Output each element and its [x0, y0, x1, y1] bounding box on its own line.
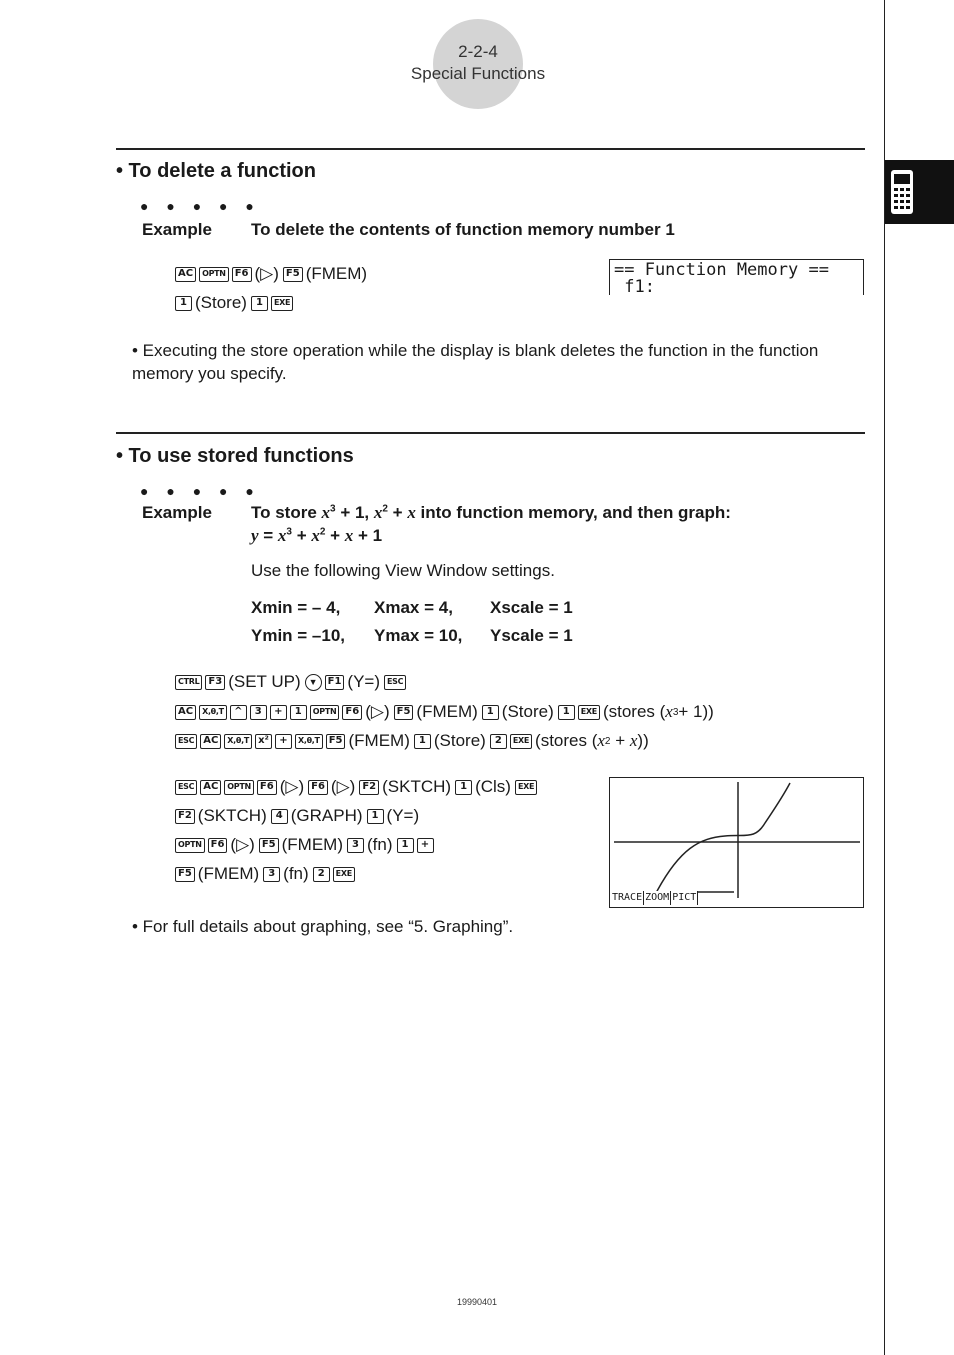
note: • Executing the store operation while the display is blank deletes the function in the function memory you specify. [132, 341, 819, 383]
key-label: (▷) [279, 777, 305, 796]
menu-pict: PICT [672, 892, 697, 903]
example-dots: ● ● ● ● ● [140, 198, 261, 214]
key-f6: F6 [208, 838, 228, 853]
key-ac: AC [175, 267, 196, 282]
key-ac: AC [200, 780, 221, 795]
key-esc: ESC [175, 734, 197, 749]
key-ac: AC [175, 705, 196, 720]
settings-row [251, 598, 573, 618]
key-plus: + [270, 705, 287, 720]
key-optn: OPTN [175, 838, 205, 853]
key-sequence-line [175, 835, 437, 855]
key-exe: EXE [515, 780, 537, 795]
function-menu [611, 891, 698, 905]
key-1: 1 [175, 296, 192, 311]
key-optn: OPTN [199, 267, 229, 282]
key-plus: + [275, 734, 292, 749]
key-sequence-line [175, 293, 296, 313]
key-label: (FMEM) [197, 864, 260, 883]
screen-line: f1: [614, 277, 655, 297]
key-f5: F5 [259, 838, 279, 853]
example-dots: ● ● ● ● ● [140, 483, 261, 499]
key-xthetat: X,θ,T [199, 705, 227, 720]
settings-intro: Use the following View Window settings. [251, 561, 555, 580]
key-label: (fn) [283, 864, 309, 883]
key-x-squared: x² [255, 734, 272, 749]
key-label: (fn) [367, 835, 393, 854]
key-optn: OPTN [310, 705, 340, 720]
key-label: (Store) [433, 731, 486, 750]
equation: $y = x^3 + x^2 + x + 1$ [251, 526, 383, 545]
key-1: 1 [251, 296, 268, 311]
key-1: 1 [414, 734, 431, 749]
section-rule [116, 148, 865, 150]
key-f6: F6 [232, 267, 252, 282]
key-label: (SET UP) [228, 672, 301, 691]
key-label: (stores ( [535, 731, 598, 750]
key-esc: ESC [384, 675, 406, 690]
key-ac: AC [200, 734, 221, 749]
key-label: (FMEM) [305, 264, 368, 283]
setting: Xmin = – 4, [251, 598, 341, 617]
key-label: (Store) [195, 293, 247, 312]
key-label: (FMEM) [348, 731, 410, 750]
key-optn: OPTN [224, 780, 254, 795]
key-label: (▷) [230, 835, 255, 854]
key-esc: ESC [175, 780, 197, 795]
key-f6: F6 [308, 780, 328, 795]
note: • For full details about graphing, see “5. Graphing”. [132, 917, 514, 936]
key-4: 4 [271, 809, 288, 824]
key-xthetat: X,θ,T [295, 734, 323, 749]
key-1: 1 [455, 780, 472, 795]
key-f1: F1 [325, 675, 345, 690]
graph-plot [610, 778, 862, 906]
menu-trace: TRACE [612, 892, 643, 903]
key-f5: F5 [175, 867, 195, 882]
key-f6: F6 [342, 705, 362, 720]
calculator-screen [609, 259, 864, 295]
key-sequence-line [175, 777, 540, 797]
key-label: (SKTCH) [382, 777, 452, 796]
key-f6: F6 [257, 780, 277, 795]
key-label: + 1)) [678, 702, 714, 721]
key-3: 3 [263, 867, 280, 882]
key-label: (SKTCH) [197, 806, 267, 825]
key-1: 1 [482, 705, 499, 720]
header-section: Special Functions [410, 64, 546, 83]
screen-line: == Function Memory == [614, 260, 829, 280]
key-label: )) [637, 731, 649, 750]
key-label: (Store) [501, 702, 554, 721]
setting: Ymin = –10, [251, 626, 346, 645]
key-1: 1 [290, 705, 307, 720]
key-exe: EXE [578, 705, 600, 720]
key-sequence-line [175, 864, 358, 884]
settings-row [251, 626, 573, 646]
key-label: (▷) [365, 702, 390, 721]
key-plus: + [417, 838, 434, 853]
key-label: (FMEM) [281, 835, 343, 854]
key-label: (Y=) [386, 806, 420, 825]
key-label: (▷) [254, 264, 279, 283]
key-f5: F5 [326, 734, 346, 749]
setting: Ymax = 10, [374, 626, 463, 645]
key-2: 2 [490, 734, 507, 749]
key-sequence-line [175, 806, 423, 826]
key-f3: F3 [205, 675, 225, 690]
key-f5: F5 [394, 705, 414, 720]
key-exe: EXE [333, 867, 355, 882]
key-sequence-line [175, 264, 371, 284]
example-label: Example [142, 503, 212, 522]
curve [656, 783, 790, 893]
key-1: 1 [397, 838, 414, 853]
key-sequence-line: ESC AC X,θ,T x² + X,θ,T F5 (FMEM) 1 (Store) 2 EXE (stores ( x 2 + x )) [175, 731, 649, 751]
key-1: 1 [367, 809, 384, 824]
page-number: 2-2-4 [458, 42, 498, 61]
section-title: • To use stored functions [116, 445, 354, 467]
key-f2: F2 [175, 809, 195, 824]
key-2: 2 [313, 867, 330, 882]
key-exe: EXE [510, 734, 532, 749]
key-exe: EXE [271, 296, 293, 311]
setting: Yscale = 1 [490, 626, 573, 645]
setting: Xmax = 4, [374, 598, 453, 617]
key-label: (stores ( [602, 702, 666, 721]
chapter-tab [885, 160, 954, 224]
key-caret: ^ [230, 705, 247, 720]
example-label: Example [142, 220, 212, 239]
key-label: (FMEM) [416, 702, 478, 721]
key-1: 1 [558, 705, 575, 720]
example-text-a: To store [251, 503, 322, 522]
graph-screen [609, 777, 864, 908]
key-3: 3 [347, 838, 364, 853]
example-text: To delete the contents of function memory number 1 [251, 220, 675, 239]
key-sequence-line [175, 672, 409, 692]
key-sequence-line: AC X,θ,T ^ 3 + 1 OPTN F6 (▷) F5 (FMEM) 1 (Store) 1 EXE (stores ( x 3 + 1)) [175, 702, 714, 722]
key-f2: F2 [359, 780, 379, 795]
key-xthetat: X,θ,T [224, 734, 252, 749]
key-ctrl: CTRL [175, 675, 202, 690]
key-label: (Cls) [475, 777, 511, 796]
key-label: (GRAPH) [290, 806, 363, 825]
calculator-icon [885, 160, 954, 224]
section-rule [116, 432, 865, 434]
down-arrow-icon: ▼ [305, 674, 322, 691]
example-text-b: into function memory, and then graph: [415, 503, 731, 522]
footer-code: 19990401 [456, 1297, 498, 1307]
key-f5: F5 [283, 267, 303, 282]
example-text: To store $x^3 + 1$, $x^2 + x$ into function memory, and then graph: [251, 503, 731, 522]
setting: Xscale = 1 [490, 598, 573, 617]
section-title: • To delete a function [116, 160, 316, 182]
key-label: (Y=) [347, 672, 380, 691]
key-3: 3 [250, 705, 267, 720]
menu-zoom: ZOOM [645, 892, 670, 903]
key-label: (▷) [330, 777, 356, 796]
